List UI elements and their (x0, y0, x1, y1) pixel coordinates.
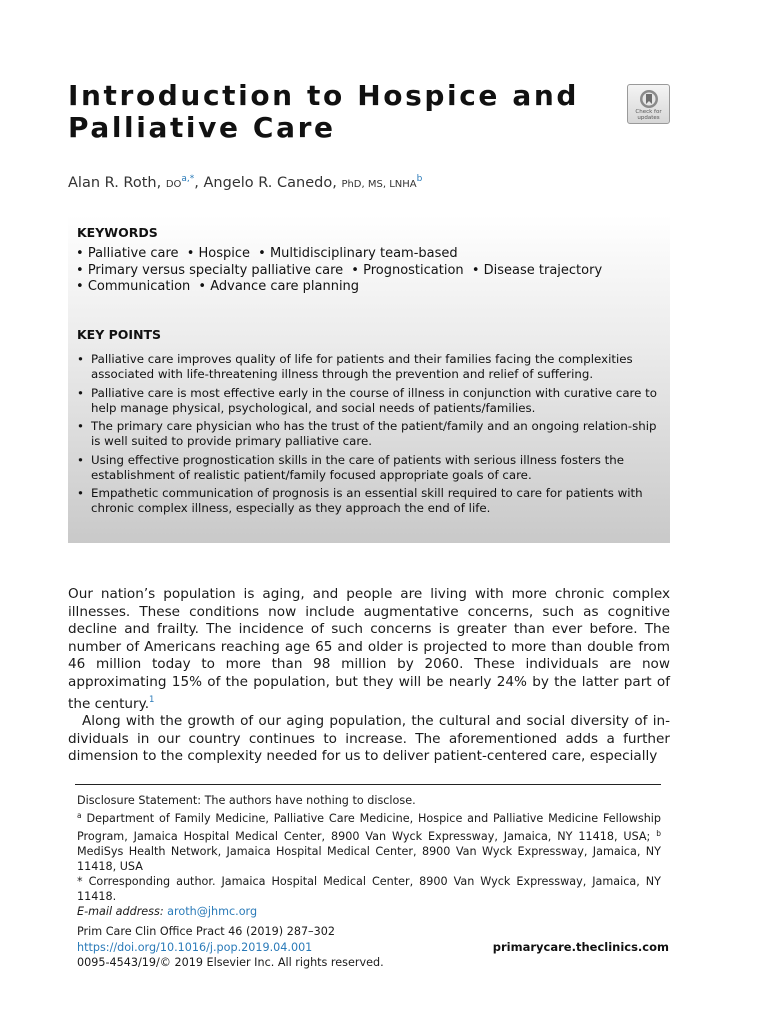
keyword-item: • Prognostication (351, 263, 463, 278)
keyword-item: • Disease trajectory (472, 263, 602, 278)
key-point-item: • Empathetic communication of prognosis is an essential skill required to care for patients with chronic complex illness, especially as they approach the end of life. (76, 486, 660, 516)
keywords-line (76, 263, 606, 280)
keyword-item: • Hospice (187, 246, 250, 261)
journal-site-link[interactable]: primarycare.theclinics.com (492, 940, 669, 954)
keyword-item: • Communication (76, 279, 190, 294)
body-paragraph-2: Along with the growth of our aging population, the cultural and social diversity of in-dividuals in our country continues to increase. The aforementioned adds a further dimension to the complexity needed for us to deliver patient-centered care, especially (68, 713, 670, 765)
affiliation-a: Department of Family Medicine, Palliative Care Medicine, Hospice and Palliative Medicine Fellowship Program, Jamaica Hospital Medical Center, 8900 Van Wyck Expressway, Jamaica, NY 11418, USA; (77, 812, 661, 843)
badge-label-1: Check for (635, 109, 662, 115)
author-1-name: Alan R. Roth, (68, 175, 162, 191)
email-line (77, 904, 661, 919)
affiliation-b-mark: b (656, 829, 661, 838)
reference-link-1[interactable]: 1 (149, 694, 155, 705)
title-line-2: Palliative Care (68, 111, 336, 144)
footnotes (77, 793, 661, 919)
crossmark-icon (639, 89, 659, 109)
corresponding-author: * Corresponding author. Jamaica Hospital Medical Center, 8900 Van Wyck Expressway, Jamaica, NY 11418. (77, 875, 661, 903)
journal-citation: Prim Care Clin Office Pract 46 (2019) 287–302 (77, 925, 336, 938)
footnote-divider (75, 784, 661, 785)
keyword-item: • Palliative care (76, 246, 179, 261)
author-1-degree: DO (165, 179, 182, 190)
author-2-affiliation-mark[interactable]: b (416, 174, 423, 184)
article-body (68, 586, 670, 766)
affiliations (77, 808, 661, 874)
author-separator: , (194, 175, 199, 191)
author-1-affiliation-marks[interactable]: a,* (181, 174, 195, 184)
keyword-item: • Primary versus specialty palliative care (76, 263, 343, 278)
key-point-item: • Using effective prognostication skills in the care of patients with serious illness fosters the establishment of realistic patient/family focused appropriate goals of care. (76, 453, 660, 483)
body-paragraph-1-text: Our nation’s population is aging, and people are living with more chronic complex illnesses. These conditions now include augmentative concerns, such as cognitive decline and frailty. The incidence of such concerns is greater than ever before. The number of Americans reaching age 65 and older is projected to more than double from 46 million today to more than 98 million by 2060. These individuals are now approximating 15% of the population, but they will be nearly 24% by the latter part of the century. (68, 586, 670, 712)
author-line (68, 174, 422, 191)
key-points-list (76, 352, 660, 520)
key-point-item: • Palliative care improves quality of life for patients and their families facing the complexities associated with life-threatening illness through the prevention and relief of suffering. (76, 352, 660, 382)
keywords-heading: KEYWORDS (77, 225, 158, 240)
key-point-item: • The primary care physician who has the trust of the patient/family and an ongoing relation-ship is well suited to provide primary palliative care. (76, 419, 660, 449)
disclosure-statement: Disclosure Statement: The authors have nothing to disclose. (77, 794, 416, 807)
keyword-item: • Multidisciplinary team-based (258, 246, 458, 261)
citation-block (77, 924, 384, 971)
body-paragraph-1 (68, 586, 670, 713)
article-title (68, 80, 608, 144)
email-link[interactable]: aroth@jhmc.org (167, 905, 258, 918)
author-2-name: Angelo R. Canedo, (203, 175, 337, 191)
keywords-line (76, 279, 606, 296)
key-point-item: • Palliative care is most effective early in the course of illness in conjunction with curative care to help manage physical, psychological, and social needs of patients/families. (76, 386, 660, 416)
author-2-degree: PhD, MS, LNHA (341, 179, 417, 190)
key-points-heading: KEY POINTS (77, 327, 162, 342)
keyword-item: • Advance care planning (198, 279, 359, 294)
keywords-keypoints-box (68, 215, 670, 543)
copyright-line: 0095-4543/19/© 2019 Elsevier Inc. All rights reserved. (77, 956, 384, 969)
keywords-list (76, 246, 606, 296)
affiliation-a-mark: a (77, 811, 82, 820)
doi-link[interactable]: https://doi.org/10.1016/j.pop.2019.04.001 (77, 940, 313, 954)
check-for-updates-badge[interactable] (627, 84, 670, 124)
email-label: E-mail address: (77, 905, 164, 918)
affiliation-b: MediSys Health Network, Jamaica Hospital Medical Center, 8900 Van Wyck Expressway, Jamaica, NY 11418, USA (77, 845, 661, 873)
title-line-1: Introduction to Hospice and (68, 79, 580, 112)
keywords-line (76, 246, 606, 263)
badge-label-2: updates (637, 114, 660, 121)
